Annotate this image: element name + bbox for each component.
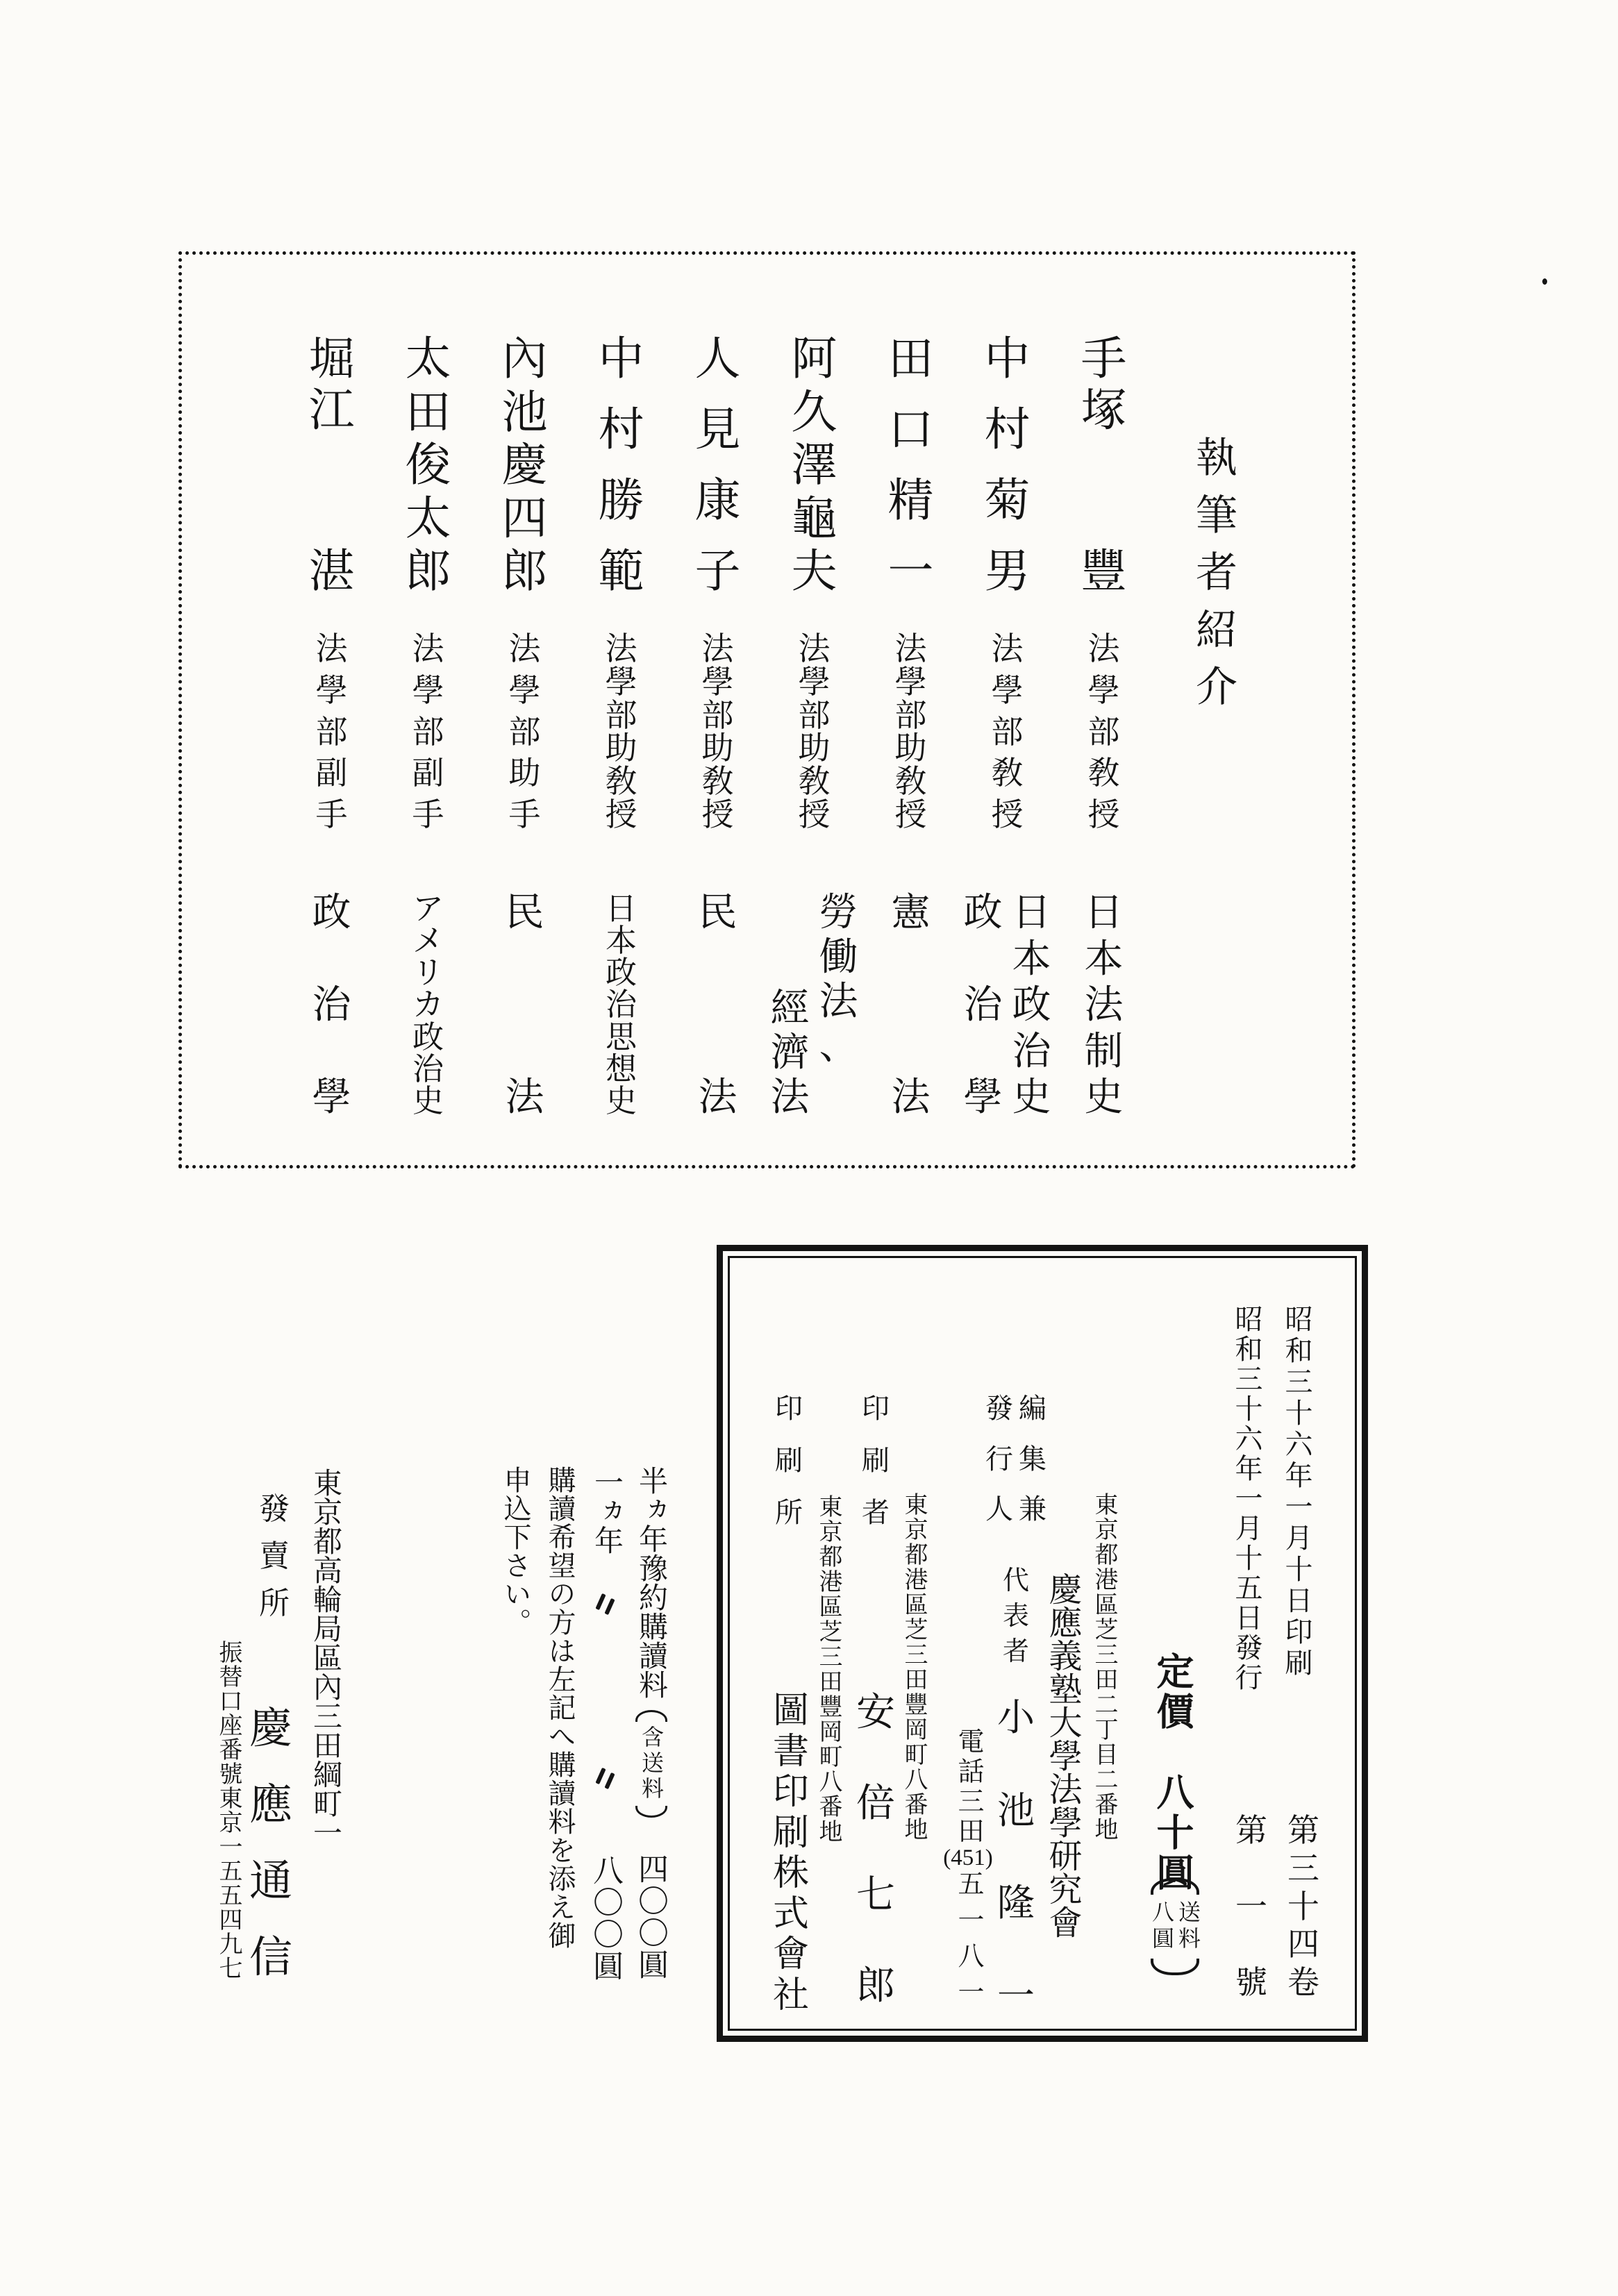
author-name: 田 口 精 一	[887, 334, 934, 597]
field-column: 日 本 政 治 思 想 史	[605, 891, 637, 1118]
printer-label: 印 刷 者	[862, 1393, 890, 1528]
author-position: 法 學 部 助 敎 授	[894, 631, 927, 832]
field-column: 民 法	[698, 891, 737, 1119]
postage-note-text: 含送料	[639, 1725, 664, 1802]
author-name: 中 村 菊 男	[984, 334, 1031, 597]
subscription-half-year-line	[632, 1466, 671, 1983]
issued-date: 昭和三十六年一月十五日發行	[1231, 1305, 1262, 1693]
half-year-label: 半ヵ年豫約購讀料	[635, 1466, 667, 1699]
field-column: 勞 働 法 、	[819, 891, 858, 1068]
author-entry	[862, 255, 959, 1165]
field-column: 日 本 法 制 史	[1084, 891, 1124, 1119]
close-paren-icon	[635, 1806, 667, 1818]
printing-office-name: 圖 書 印 刷 株 式 會 社	[772, 1691, 809, 2016]
role-left-column: 發 行 人	[985, 1393, 1013, 1525]
author-entry	[1056, 255, 1152, 1165]
author-entry	[476, 255, 573, 1165]
field-column: 政 治 學	[963, 891, 1003, 1119]
author-entry	[959, 255, 1056, 1165]
field-column: 憲 法	[891, 891, 931, 1119]
subscription-notice-line2: 申込下さい。	[500, 1466, 531, 1636]
subscription-notice-line1: 購讀希望の方は左記へ購讀料を添え御	[544, 1466, 576, 1950]
ditto-mark	[596, 1592, 617, 1617]
publisher-role-label	[985, 1395, 1046, 1523]
field-column: ア メ リ カ 政 治 史	[412, 891, 444, 1118]
postage-note-left: 八圓	[1149, 1900, 1174, 1953]
author-fields	[573, 891, 669, 1118]
open-paren-icon	[635, 1710, 667, 1722]
author-entry	[380, 255, 476, 1165]
author-entry	[766, 255, 862, 1165]
phone-head: 電話三田	[953, 1727, 983, 1847]
author-position: 法 學 部 副 手	[315, 631, 348, 832]
author-position: 法 學 部 助 敎 授	[605, 631, 637, 832]
authors-layer	[182, 255, 1352, 1165]
half-year-postage-note	[637, 1710, 665, 1818]
author-name: 中 村 勝 範	[598, 334, 644, 597]
author-position: 法 學 部 敎 授	[991, 631, 1024, 832]
author-position: 法 學 部 助 敎 授	[798, 631, 831, 832]
postage-note	[1137, 1878, 1213, 1975]
field-column: 經 濟 法	[770, 987, 810, 1119]
author-fields	[669, 891, 766, 1119]
author-name: 阿 久 澤 龜 夫	[791, 334, 837, 597]
ditto-mark	[596, 1766, 617, 1791]
author-position: 法 學 部 助 手	[508, 631, 541, 832]
half-year-price: 四〇〇圓	[633, 1853, 667, 1981]
field-column: 政 治 學	[312, 891, 351, 1119]
author-name: 手 塚 豐	[1081, 334, 1127, 597]
issue-number: 第 一 號	[1235, 1813, 1267, 2000]
author-name: 堀 江 湛	[308, 334, 355, 597]
postage-note-right: 送料	[1176, 1900, 1201, 1953]
publisher-address: 東京都港區芝三田二丁目二番地	[1091, 1492, 1117, 1842]
author-fields	[476, 891, 573, 1119]
printing-office-address: 東京都港區芝三田豐岡町八番地	[815, 1494, 841, 1844]
postage-note-pair	[1151, 1900, 1199, 1953]
volume-number: 第 三 十 四 卷	[1287, 1813, 1319, 2000]
field-column: 日 本 政 治 史	[1012, 891, 1051, 1119]
author-position: 法 學 部 敎 授	[1087, 631, 1120, 832]
printer-name: 安 倍 七 郎	[856, 1691, 895, 2008]
author-position: 法 學 部 副 手	[412, 631, 444, 832]
close-paren-icon	[1151, 1959, 1199, 1975]
role-right-column: 編 集 兼	[1019, 1393, 1046, 1525]
seller-label: 發 賣 所	[259, 1492, 290, 1620]
author-name: 內 池 慶 四 郎	[501, 334, 548, 597]
author-fields	[1056, 891, 1152, 1119]
price-line: 定價 八十圓	[1151, 1652, 1193, 1893]
author-fields	[283, 891, 380, 1119]
open-paren-icon	[1151, 1878, 1199, 1895]
seller-address: 東京都高輪局區內三田綱町一	[309, 1468, 341, 1847]
contributors-title: 執 筆 者 紹 介	[1196, 435, 1237, 710]
representative-label: 代 表 者	[1002, 1566, 1029, 1666]
phone-tail: 五一八一	[953, 1870, 983, 2014]
one-year-price: 八〇〇圓	[588, 1854, 622, 1982]
phone-exchange: (451)	[943, 1845, 993, 1870]
phone-line	[943, 1727, 993, 2014]
author-fields	[959, 891, 1056, 1119]
representative-name: 小 池 隆 一	[997, 1697, 1035, 2017]
postal-account: 振替口座番號東京一五五四九七	[215, 1640, 241, 1980]
author-entry	[669, 255, 766, 1165]
subscription-one-year-line	[587, 1467, 626, 1984]
author-entry	[573, 255, 669, 1165]
publisher-organization: 慶應義塾大學法學研究會	[1044, 1572, 1081, 1938]
one-year-label: 一ヵ年	[590, 1467, 622, 1555]
imprint-box	[717, 1245, 1368, 2042]
field-column: 民 法	[505, 891, 544, 1119]
author-fields	[862, 891, 959, 1119]
author-position: 法 學 部 助 敎 授	[701, 631, 734, 832]
seller-name: 慶 應 通 信	[249, 1705, 293, 1981]
author-entry	[283, 255, 380, 1165]
printed-date: 昭和三十六年一月十日印刷	[1281, 1305, 1312, 1679]
author-fields	[380, 891, 476, 1118]
contributors-box	[178, 251, 1356, 1168]
author-name: 太 田 俊 太 郎	[405, 334, 451, 597]
printing-office-label: 印 刷 所	[775, 1393, 803, 1528]
printer-address: 東京都港區芝三田豐岡町八番地	[901, 1492, 926, 1842]
ink-speck	[1542, 278, 1547, 285]
author-fields	[766, 891, 862, 1119]
author-name: 人 見 康 子	[694, 334, 741, 597]
